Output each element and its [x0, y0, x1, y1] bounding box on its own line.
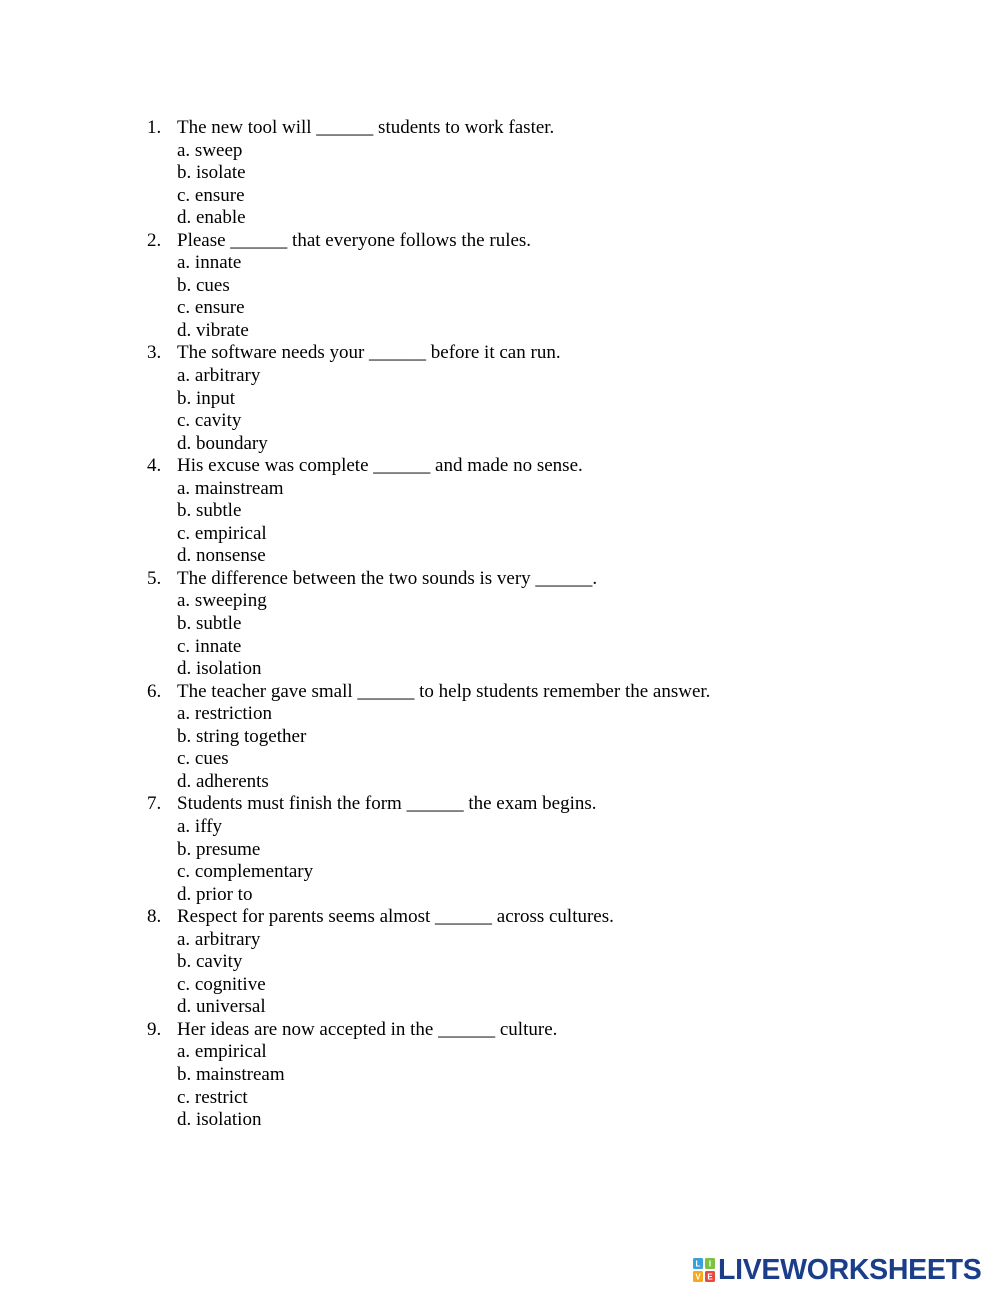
answer-option: c. empirical: [177, 522, 267, 544]
question-text: Please ______ that everyone follows the rules.: [177, 229, 532, 251]
logo-letter-v: V: [695, 1272, 701, 1282]
answer-option: b. presume: [177, 838, 261, 860]
answer-option: a. arbitrary: [177, 928, 261, 950]
answer-option: d. enable: [177, 207, 246, 229]
question-4: [147, 455, 967, 568]
answer-option: b. isolate: [177, 162, 246, 184]
question-text: Students must finish the form ______ the exam begins.: [177, 793, 597, 815]
answer-option: a. iffy: [177, 815, 223, 837]
question-line: [147, 1019, 967, 1042]
question-text: The new tool will ______ students to work faster.: [177, 117, 555, 138]
question-number: 6.: [147, 680, 162, 702]
question-line: [147, 455, 967, 478]
question-text: His excuse was complete ______ and made no sense.: [177, 455, 583, 477]
question-number: 7.: [147, 793, 162, 815]
question-number: 9.: [147, 1018, 162, 1040]
question-line: [147, 230, 967, 253]
question-text: The software needs your ______ before it can run.: [177, 342, 561, 364]
question-5: [147, 568, 967, 681]
answer-option: d. universal: [177, 996, 266, 1018]
answer-option: c. complementary: [177, 861, 314, 883]
question-8: [147, 906, 967, 1019]
answer-option: c. cognitive: [177, 973, 266, 995]
answer-option: c. ensure: [177, 297, 245, 319]
question-2: [147, 230, 967, 343]
answer-option: c. innate: [177, 635, 242, 657]
answer-option: b. input: [177, 387, 236, 409]
answer-option: b. subtle: [177, 500, 242, 522]
answer-option: d. prior to: [177, 883, 253, 905]
question-3: [147, 342, 967, 455]
liveworksheets-logo-icon: [693, 1258, 715, 1282]
question-9: [147, 1019, 967, 1132]
liveworksheets-wordmark: LIVEWORKSHEETS: [718, 1254, 982, 1286]
liveworksheets-branding: [693, 1256, 981, 1284]
answer-option: b. subtle: [177, 613, 242, 635]
logo-letter-i: I: [708, 1259, 712, 1269]
answer-option: b. cavity: [177, 951, 243, 973]
question-line: [147, 342, 967, 365]
question-number: 8.: [147, 906, 162, 928]
question-number: 5.: [147, 567, 162, 589]
question-text: The teacher gave small ______ to help students remember the answer.: [177, 680, 711, 702]
answer-option: c. cues: [177, 748, 229, 770]
question-number: 2.: [147, 229, 162, 251]
logo-letter-l: L: [695, 1259, 701, 1269]
answer-option: c. cavity: [177, 410, 242, 432]
answer-option: a. sweeping: [177, 590, 267, 612]
question-line: [147, 681, 967, 704]
answer-option: b. cues: [177, 274, 230, 296]
question-text: Respect for parents seems almost ______ across cultures.: [177, 906, 614, 928]
answer-option: d. isolation: [177, 1109, 262, 1131]
question-text: Her ideas are now accepted in the ______ culture.: [177, 1018, 558, 1040]
logo-letter-e: E: [707, 1272, 713, 1282]
question-line: [147, 793, 967, 816]
question-line: [147, 117, 967, 140]
answer-option: a. mainstream: [177, 477, 284, 499]
answer-option: d. vibrate: [177, 319, 249, 341]
answer-option: d. boundary: [177, 432, 268, 454]
answer-option: d. nonsense: [177, 545, 266, 567]
answer-option: d. isolation: [177, 658, 262, 680]
answer-option: a. sweep: [177, 139, 243, 161]
question-number: 1.: [147, 117, 162, 138]
answer-option: b. mainstream: [177, 1063, 285, 1085]
answer-option: a. innate: [177, 252, 242, 274]
question-1: [147, 117, 967, 230]
answer-option: b. string together: [177, 725, 307, 747]
answer-option: a. arbitrary: [177, 365, 261, 387]
question-6: [147, 681, 967, 794]
question-line: [147, 568, 967, 591]
quiz-list: [147, 117, 967, 1132]
question-line: [147, 906, 967, 929]
question-number: 3.: [147, 342, 162, 364]
question-number: 4.: [147, 455, 162, 477]
question-text: The difference between the two sounds is very ______.: [177, 567, 598, 589]
answer-option: c. restrict: [177, 1086, 248, 1108]
answer-option: c. ensure: [177, 184, 245, 206]
answer-option: a. empirical: [177, 1041, 267, 1063]
answer-option: a. restriction: [177, 703, 272, 725]
answer-option: d. adherents: [177, 770, 269, 792]
question-7: [147, 793, 967, 906]
